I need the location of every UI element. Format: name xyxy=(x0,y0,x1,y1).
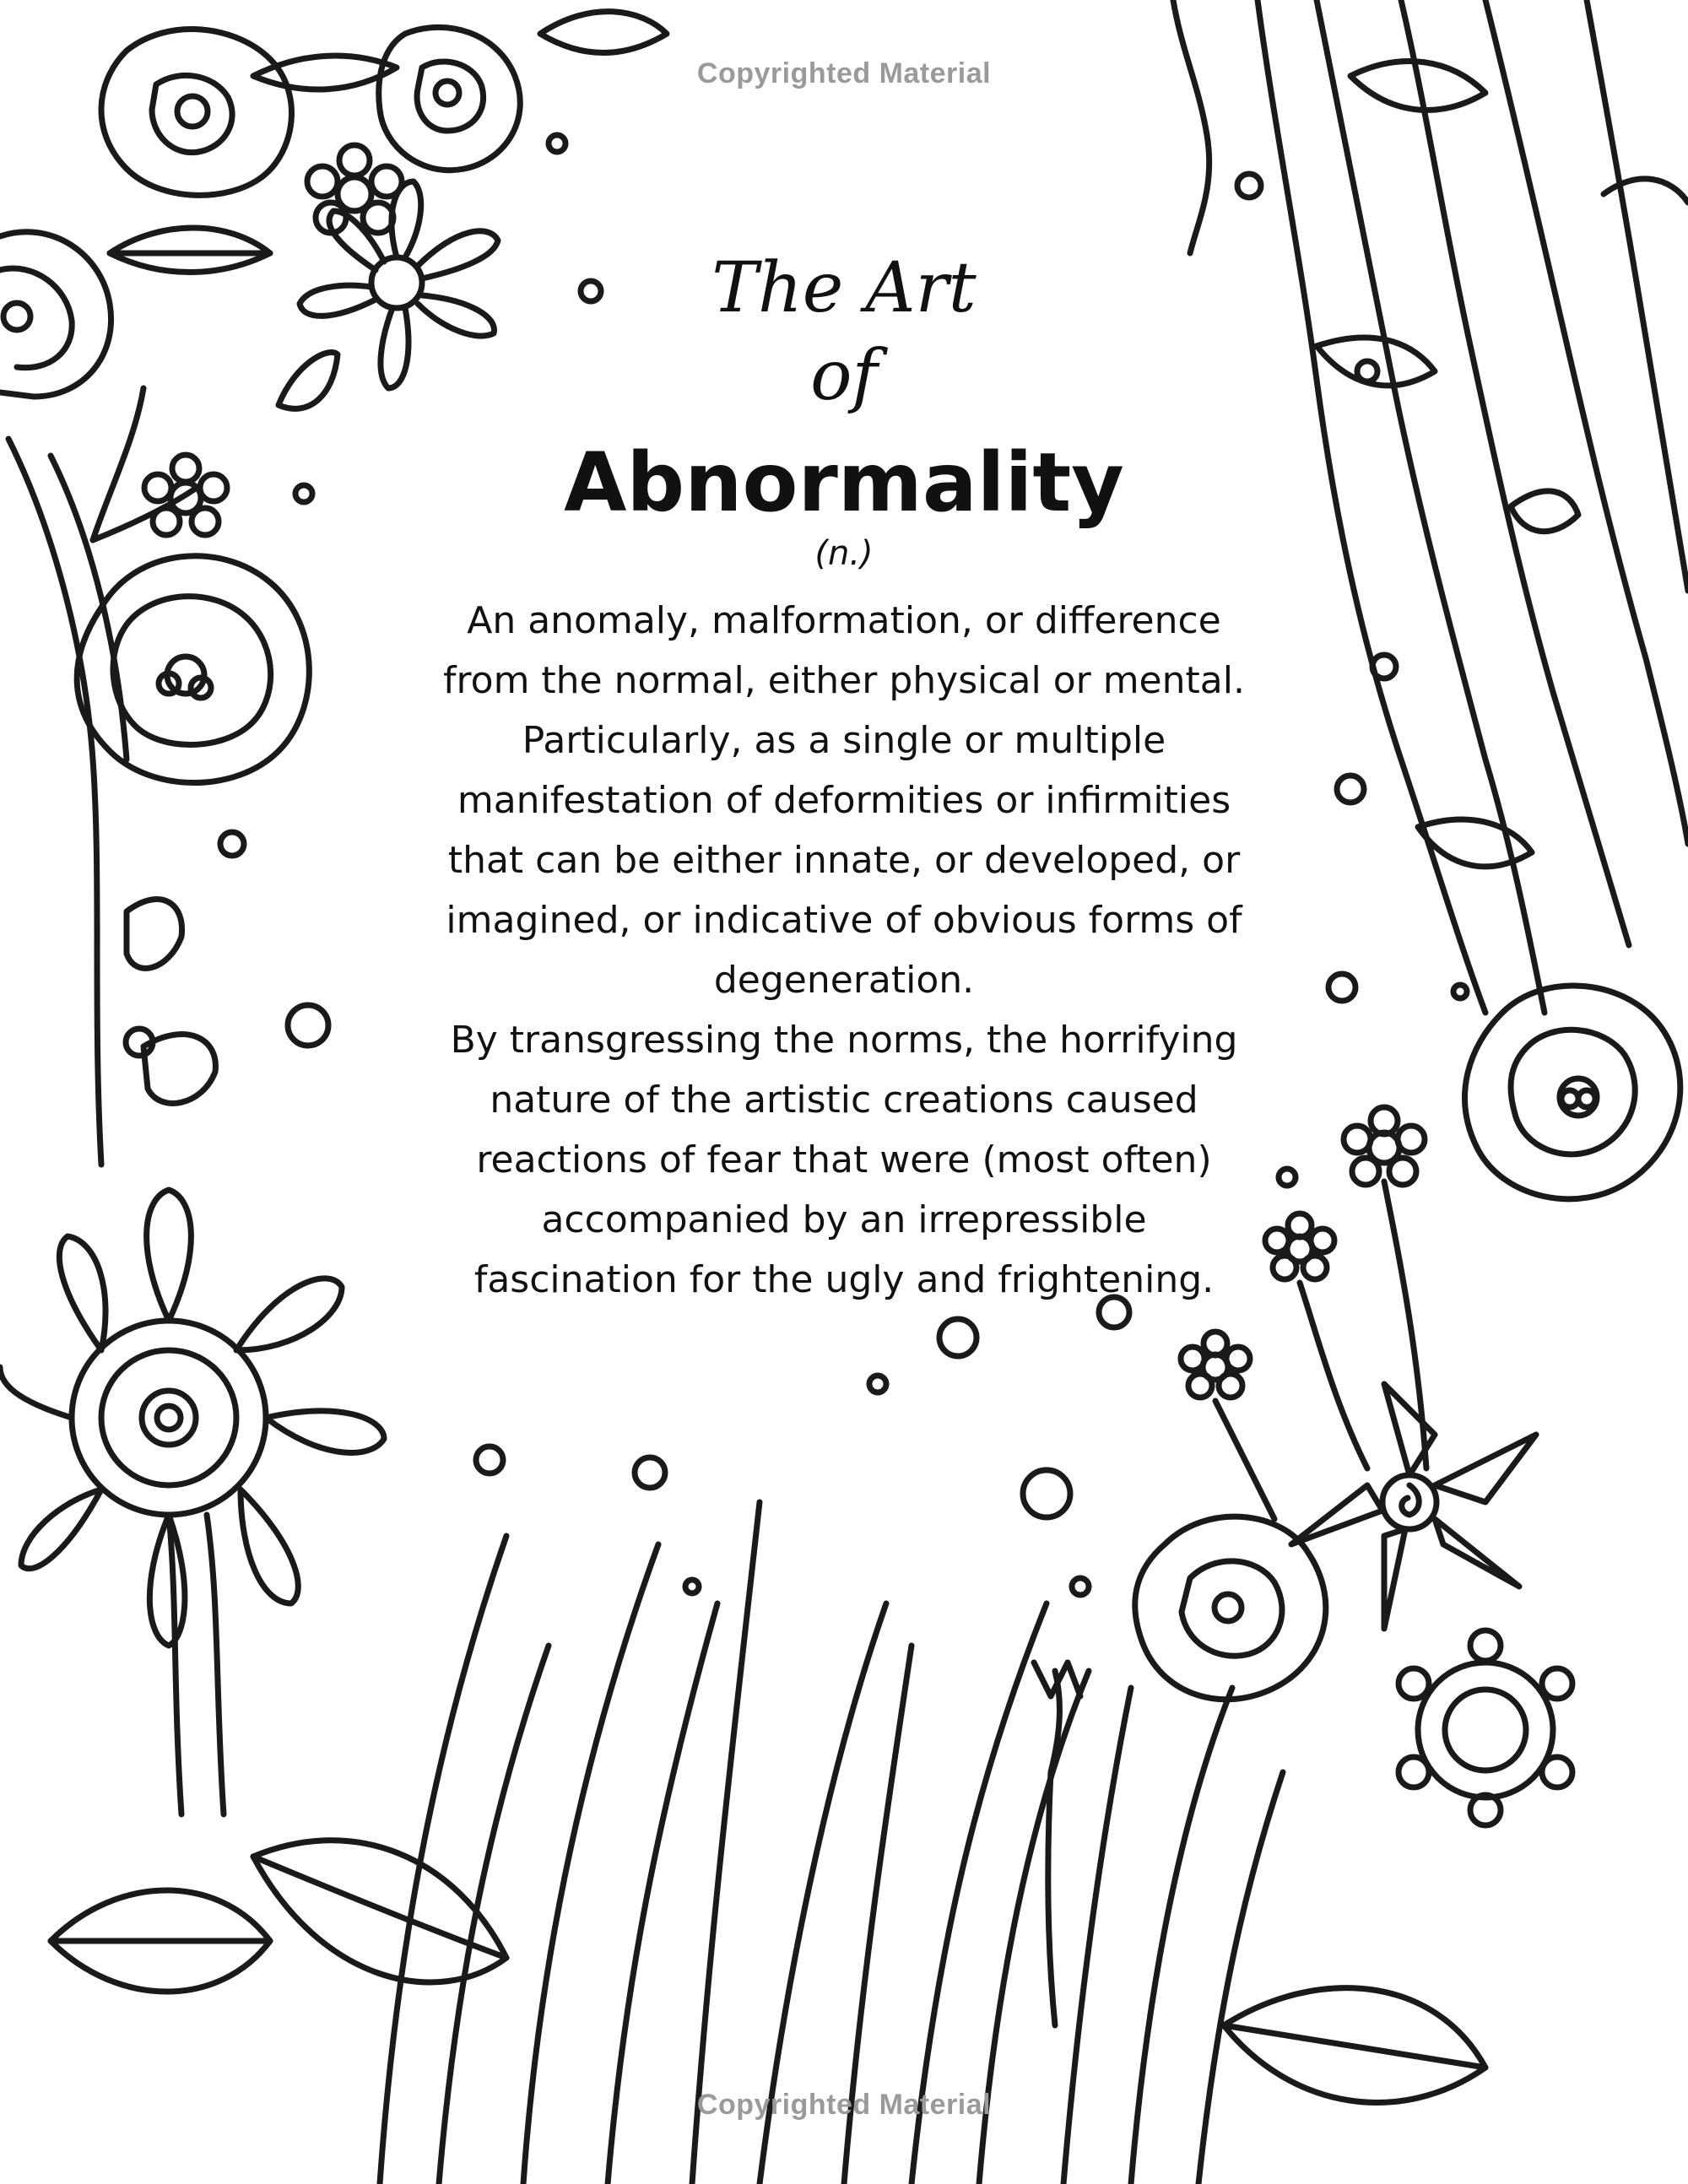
definition-paragraph-2: By transgressing the norms, the horrifying nature of the artistic creations caused reactions of fear that were (most often) accompanied by an irrepressible fascination for the ugly and frightening. xyxy=(450,1019,1238,1301)
definition-text xyxy=(439,591,1249,1310)
definition-paragraph-1: An anomaly, malformation, or difference from the normal, either physical or mental. Particularly, as a single or multiple manifestation of deformities or infirmities that can be either innate, or developed, or imagined, or indicative of obvious forms of degeneration. xyxy=(443,599,1245,1002)
right-mid-flower xyxy=(1465,986,1680,1199)
title-block xyxy=(422,245,1266,574)
title-line-2: of xyxy=(810,336,878,416)
title-line-1: The Art xyxy=(711,248,977,328)
part-of-speech: (n.) xyxy=(814,534,874,573)
grass-bottom xyxy=(51,1502,1485,2184)
left-mid-flower xyxy=(77,455,309,1103)
watermark-top: Copyrighted Material xyxy=(696,57,992,89)
watermark-bottom: Copyrighted Material xyxy=(696,2089,992,2121)
sunflower-left xyxy=(0,1190,384,1814)
headword: Abnormality xyxy=(564,435,1124,530)
